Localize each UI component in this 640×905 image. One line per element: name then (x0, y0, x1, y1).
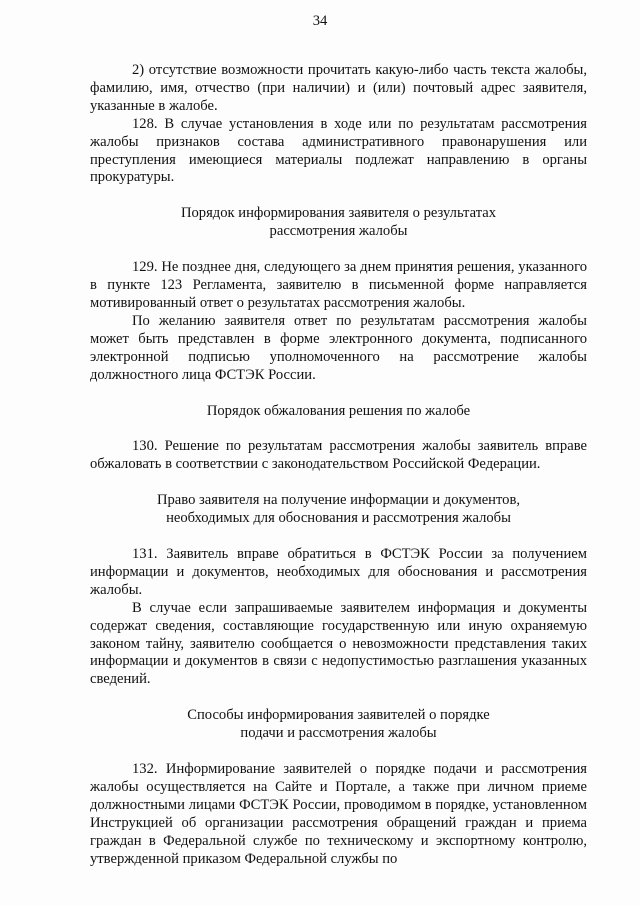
heading-line: Способы информирования заявителей о порядке (187, 707, 490, 724)
heading-line: необходимых для обоснования и рассмотрения жалобы (166, 510, 511, 527)
section-heading-ways-of-informing (90, 707, 587, 743)
heading-line: Право заявителя на получение информации и документов, (156, 492, 521, 509)
heading-line: рассмотрения жалобы (269, 223, 408, 240)
section-heading-right-to-information (90, 492, 587, 528)
paragraph-127-item-2: 2) отсутствие возможности прочитать какую-либо часть текста жалобы, фамилию, имя, отчество (при наличии) и (или) почтовый адрес заявителя, указанные в жалобе. (90, 62, 587, 114)
heading-line: подачи и рассмотрения жалобы (240, 725, 437, 742)
heading-line: Порядок информирования заявителя о результатах (180, 205, 497, 222)
paragraph-130: 130. Решение по результатам рассмотрения жалобы заявитель вправе обжаловать в соответствии с законодательством Российской Федерации. (90, 438, 587, 473)
paragraph-131-secret: В случае если запрашиваемые заявителем информация и документы содержат сведения, составляющие государственную или иную охраняемую законом тайну, заявителю сообщается о невозможности представления таких информации и документов в связи с недопустимостью разглашения указанных сведений. (90, 599, 587, 688)
section-heading-appeal-decision (90, 403, 587, 421)
paragraph-132: 132. Информирование заявителей о порядке подачи и рассмотрения жалобы осуществляется на Сайте и Портале, а также при личном приеме должностными лицами ФСТЭК России, проводимом в порядке, установленном Инструкцией об организации рассмотрения обращений граждан и приема граждан в Федеральной службе по техническому и экспортному контролю, утвержденной приказом Федеральной службы по (90, 761, 587, 867)
page-number: 34 (312, 13, 328, 29)
paragraph-129: 129. Не позднее дня, следующего за днем принятия решения, указанного в пункте 123 Регламента, заявителю в письменной форме направляется мотивированный ответ о результатах рассмотрения жалобы. (90, 259, 587, 311)
document-body (90, 62, 587, 869)
paragraph-129-electronic: По желанию заявителя ответ по результатам рассмотрения жалобы может быть представлен в форме электронного документа, подписанного электронной подписью уполномоченного на рассмотрение жалобы должностного лица ФСТЭК России. (90, 312, 587, 383)
paragraph-128: 128. В случае установления в ходе или по результатам рассмотрения жалобы признаков состава административного правонарушения или преступления имеющиеся материалы подлежат направлению в органы прокуратуры. (90, 115, 587, 186)
paragraph-131: 131. Заявитель вправе обратиться в ФСТЭК России за получением информации и документов, необходимых для обоснования и рассмотрения жалобы. (90, 546, 587, 598)
heading-line: Порядок обжалования решения по жалобе (206, 402, 471, 419)
section-heading-informing-result (90, 205, 587, 241)
